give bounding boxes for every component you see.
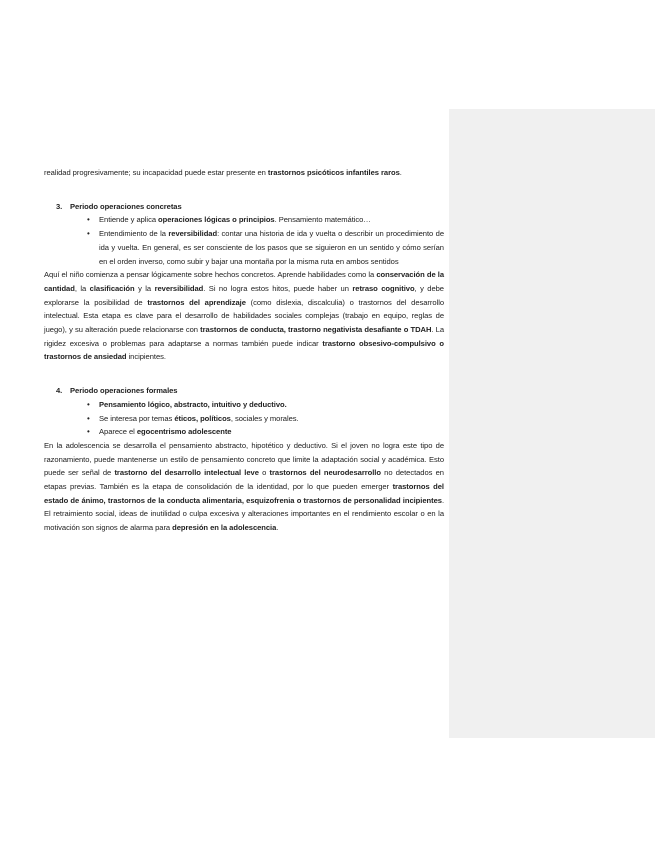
bold-text-run: trastornos de conducta, trastorno negativista desafiante o TDAH [200, 325, 432, 335]
text-run: Se interesa por temas [99, 413, 175, 423]
bold-text-run: reversibilidad [154, 283, 204, 293]
section-3-title: Periodo operaciones concretas [70, 201, 182, 211]
bold-text-run: Pensamiento lógico, abstracto, intuitivo y deductivo. [99, 399, 287, 409]
bold-text-run: trastornos del aprendizaje [147, 297, 246, 307]
list-item [44, 425, 444, 439]
list-item [44, 227, 444, 268]
text-run: Entiende y aplica [99, 215, 159, 225]
section-4-number: 4. [56, 386, 63, 396]
section-3-bullets [44, 213, 444, 268]
text-run: : contar una historia de ida y vuelta o describir un procedimiento de ida y vuelta. En general, es ser consciente de los pasos que se siguieron en un sentido y cómo serían en el orden inverso, como subir y bajar una montaña por la misma ruta en ambos sentidos [99, 229, 444, 266]
bullet-icon: • [87, 229, 90, 239]
section-4-heading [44, 384, 444, 398]
text-run: realidad progresivamente; su incapacidad puede estar presente en [44, 168, 268, 177]
text-run: Entendimiento de la [99, 229, 169, 239]
bold-text-run: trastornos del neurodesarrollo [269, 468, 381, 478]
intro-paragraph [44, 166, 444, 180]
text-run: . [276, 523, 279, 533]
bold-text-run: trastorno obsesivo-compulsivo o trastornos de ansiedad [44, 338, 444, 362]
bold-text-run: éticos, políticos [174, 413, 231, 423]
text-run: . Si no logra estos hitos, puede haber un [203, 283, 353, 293]
bold-text-run: trastorno del desarrollo intelectual leve [114, 468, 259, 478]
section-3-paragraph [44, 268, 444, 364]
text-run: . Pensamiento matemático… [274, 215, 371, 225]
bold-text-run: reversibilidad [168, 229, 218, 239]
section-3-heading [44, 200, 444, 214]
bold-text-run: operaciones lógicas o principios [158, 215, 275, 225]
text-run: , la [74, 283, 90, 293]
section-3-number: 3. [56, 201, 63, 211]
text-run: . [399, 168, 402, 177]
text-run: , y debe explorarse la posibilidad de [44, 283, 444, 307]
bold-text-run: trastornos del estado de ánimo, trastornos de la conducta alimentaria, esquizofrenia o trastornos de personalidad incipientes [44, 482, 444, 505]
bullet-icon: • [87, 427, 90, 437]
section-4-paragraph [44, 439, 444, 535]
bold-text-run: retraso cognitivo [352, 283, 415, 293]
bold-text-run: trastornos psicóticos infantiles raros [267, 168, 400, 177]
text-run: . La rigidez excesiva o problemas para adaptarse a normas también puede indicar [44, 325, 445, 348]
section-4-title: Periodo operaciones formales [70, 386, 178, 396]
bold-text-run: egocentrismo adolescente [136, 427, 232, 437]
text-run: En la adolescencia se desarrolla el pensamiento abstracto, hipotético y deductivo. Si el joven no logra este tipo de razonamiento, puede mantenerse un estilo de pensamiento concreto que limite la adaptación social y académica. Esto puede ser señal de [44, 440, 444, 478]
list-item [44, 213, 444, 227]
bullet-icon: • [87, 215, 90, 225]
text-run: . El retraimiento social, ideas de inutilidad o culpa excesiva y alteraciones importantes en el rendimiento escolar o en la motivación son signos de alarma para [44, 495, 444, 533]
bullet-icon: • [87, 399, 90, 409]
text-run: y la [134, 283, 155, 293]
bold-text-run: clasificación [89, 283, 135, 293]
text-run: , sociales y morales. [230, 413, 299, 423]
document-body [44, 166, 444, 535]
comment-pane [449, 109, 655, 738]
text-run: no detectados en etapas previas. También es la etapa de consolidación de la identidad, por lo que pueden emerger [44, 468, 444, 492]
text-run: o [258, 468, 270, 478]
section-4-bullets [44, 398, 444, 439]
list-item [44, 412, 444, 426]
text-run: (como dislexia, discalculia) o trastornos del desarrollo intelectual. Esta etapa es clave para el desarrollo de habilidades sociales complejas (trabajo en equipo, reglas de juego), y su alteración puede relacionarse con [44, 297, 445, 335]
text-run: Aparece el [99, 427, 137, 437]
text-run: incipientes. [126, 352, 166, 362]
bold-text-run: depresión en la adolescencia [172, 523, 277, 533]
list-item [44, 398, 444, 412]
bold-text-run: conservación de la cantidad [44, 270, 444, 293]
bullet-icon: • [87, 413, 90, 423]
text-run: Aquí el niño comienza a pensar lógicamente sobre hechos concretos. Aprende habilidades como la [44, 270, 377, 280]
